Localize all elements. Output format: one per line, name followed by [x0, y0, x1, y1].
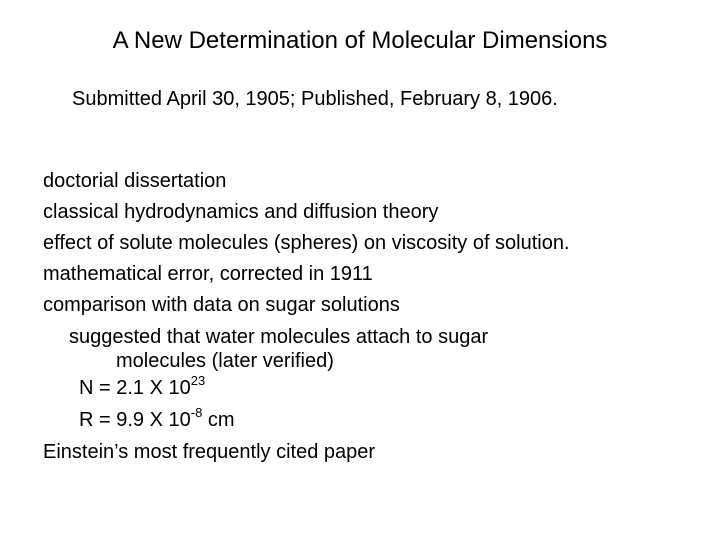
- bullet-most-cited-paper: Einstein’s most frequently cited paper: [43, 441, 376, 463]
- bullet-mathematical-error: mathematical error, corrected in 1911: [43, 263, 373, 285]
- bullet-doctoral-dissertation: doctorial dissertation: [43, 170, 227, 192]
- sub-bullet-water-molecules: suggested that water molecules attach to sugar: [69, 326, 489, 348]
- bullet-sugar-solutions: comparison with data on sugar solutions: [43, 294, 400, 316]
- radius-suffix: cm: [202, 409, 235, 431]
- slide-subtitle: Submitted April 30, 1905; Published, February 8, 1906.: [72, 88, 558, 110]
- radius-base: R = 9.9 X 10: [79, 409, 191, 431]
- sub-bullet-continuation: molecules (later verified): [116, 350, 334, 372]
- sub-bullet-molecular-radius: [43, 405, 570, 437]
- bullet-list: [43, 166, 570, 468]
- bullet-hydrodynamics-diffusion: classical hydrodynamics and diffusion theory: [43, 201, 439, 223]
- radius-exponent: -8: [190, 405, 203, 420]
- avogadro-base: N = 2.1 X 10: [79, 377, 191, 399]
- sub-bullet-avogadro-number: [43, 373, 570, 405]
- slide-title: A New Determination of Molecular Dimensions: [112, 27, 608, 54]
- avogadro-exponent: 23: [190, 373, 206, 388]
- bullet-solute-viscosity: effect of solute molecules (spheres) on viscosity of solution.: [43, 232, 570, 254]
